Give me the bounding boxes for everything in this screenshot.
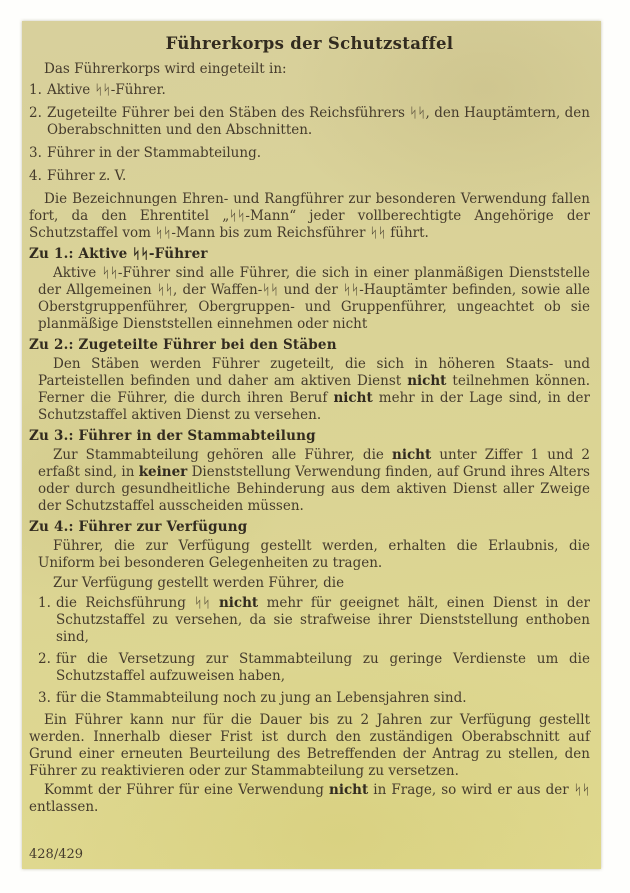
list-item-number: 2. <box>29 105 42 121</box>
list-item-text <box>47 145 590 162</box>
body-paragraph <box>38 447 590 515</box>
list-item <box>29 82 590 99</box>
body-paragraph <box>29 782 590 816</box>
body-paragraph <box>38 538 590 572</box>
section-heading: Zu 4.: Führer zur Verfügung <box>29 519 248 535</box>
body-paragraph <box>38 356 590 424</box>
text-run: teilnehmen können. Ferner die Führer, die durch ihren Beruf <box>38 373 590 406</box>
section-heading: Zu 3.: Führer in der Stammabteilung <box>29 428 316 444</box>
list-item-number: 4. <box>29 168 42 184</box>
text-run: mehr in der Lage sind, in der Schutzstaffel aktiven Dienst zu versehen. <box>38 390 590 423</box>
emphasized-text: nicht <box>392 447 432 463</box>
text-run: für die Versetzung zur Stammabteilung zu geringe Verdienste um die Schutzstaffel aufzuweisen haben, <box>56 651 590 684</box>
emphasized-text: nicht <box>218 595 259 611</box>
body-paragraph <box>29 191 590 242</box>
body-paragraph <box>29 712 590 780</box>
text-run: Den Stäben werden Führer zugeteilt, die sich in höheren Staats- und Parteistellen befinden und daher am aktiven Dienst <box>38 356 590 389</box>
list-item <box>38 690 590 707</box>
emphasized-text: nicht <box>329 782 369 798</box>
emphasized-text: keiner <box>138 464 188 480</box>
list-item <box>29 145 590 162</box>
list-item-text <box>47 82 590 99</box>
text-run: Dienststellung Verwendung finden, auf Grund ihres Alters oder durch gesundheitliche Behinderung aus dem aktiven Dienst aller Zweige der Schutzstaffel ausscheiden müssen. <box>38 464 590 514</box>
emphasized-text: nicht <box>333 390 373 406</box>
list-item <box>38 651 590 685</box>
list-item-number: 1. <box>38 595 51 611</box>
text-run: Zur Stammabteilung gehören alle Führer, die <box>53 447 392 463</box>
text-run: Aktive ᛋᛋ-Führer sind alle Führer, die sich in einer planmäßigen Dienststelle der Allgemeinen ᛋᛋ, der Waffen-ᛋᛋ und der ᛋᛋ-Hauptämter befinden, sowie alle Oberstgruppenführer, Obergruppen- und Gruppenführer, ungeachtet ob sie planmäßige Dienststellen einnehmen oder nicht <box>38 265 590 332</box>
text-run: Ein Führer kann nur für die Dauer bis zu 2 Jahren zur Verfügung gestellt werden. Innerhalb dieser Frist ist durch den zuständigen Oberabschnitt auf Grund einer erneuten Beurteilung des Betreffenden der Antrag zu stellen, den Führer zu reaktivieren oder zur Stammabteilung zu versetzen. <box>29 712 590 779</box>
numbered-list <box>29 82 590 185</box>
text-run: die Reichsführung ᛋᛋ <box>56 595 219 611</box>
body-paragraph <box>38 265 590 333</box>
list-item-number: 1. <box>29 82 42 98</box>
list-item <box>29 168 590 185</box>
text-run: Führer, die zur Verfügung gestellt werden, erhalten die Erlaubnis, die Uniform bei besonderen Gelegenheiten zu tragen. <box>38 538 590 571</box>
list-item <box>38 595 590 646</box>
emphasized-text: nicht <box>407 373 447 389</box>
list-item-text <box>56 651 590 685</box>
list-item-text <box>56 595 590 646</box>
body-paragraph <box>38 575 590 592</box>
list-item-text <box>47 168 590 185</box>
list-item-number: 3. <box>38 690 51 706</box>
text-run: Zur Verfügung gestellt werden Führer, die <box>53 575 345 591</box>
body-paragraph <box>29 61 590 78</box>
list-item-text <box>56 690 590 707</box>
scanned-page <box>22 21 601 869</box>
text-run: Führer z. V. <box>47 168 127 184</box>
list-item <box>29 105 590 139</box>
text-run: Kommt der Führer für eine Verwendung <box>44 782 330 798</box>
text-run: Die Bezeichnungen Ehren- und Rangführer zur besonderen Verwendung fallen fort, da den Ehrentitel „ᛋᛋ-Mann“ jeder vollberechtigte Angehörige der Schutzstaffel vom ᛋᛋ-Mann bis zum Reichsführer ᛋᛋ führt. <box>29 191 590 241</box>
text-run: Das Führerkorps wird eingeteilt in: <box>44 61 287 77</box>
text-run: in Frage, so wird er aus der ᛋᛋ entlassen. <box>29 782 590 815</box>
section-heading: Zu 1.: Aktive ᛋᛋ-Führer <box>29 246 208 262</box>
text-run: Aktive ᛋᛋ-Führer. <box>47 82 166 98</box>
list-item-number: 3. <box>29 145 42 161</box>
document-body <box>29 61 590 816</box>
text-run: für die Stammabteilung noch zu jung an Lebensjahren sind. <box>56 690 467 706</box>
page-number: 428/429 <box>29 847 84 862</box>
list-item-text <box>47 105 590 139</box>
text-run: unter Ziffer 1 und 2 erfaßt sind, in <box>38 447 590 480</box>
text-run: Führer in der Stammabteilung. <box>47 145 262 161</box>
text-run: mehr für geeignet hält, einen Dienst in der Schutzstaffel zu versehen, da sie strafweise ihrer Dienststellung enthoben sind, <box>56 595 590 645</box>
section-heading: Zu 2.: Zugeteilte Führer bei den Stäben <box>29 337 337 353</box>
text-run: Zugeteilte Führer bei den Stäben des Reichsführers ᛋᛋ, den Hauptämtern, den Oberabschnitten und den Abschnitten. <box>47 105 590 138</box>
numbered-list <box>38 595 590 707</box>
page-title: Führerkorps der Schutzstaffel <box>165 34 454 53</box>
list-item-number: 2. <box>38 651 51 667</box>
